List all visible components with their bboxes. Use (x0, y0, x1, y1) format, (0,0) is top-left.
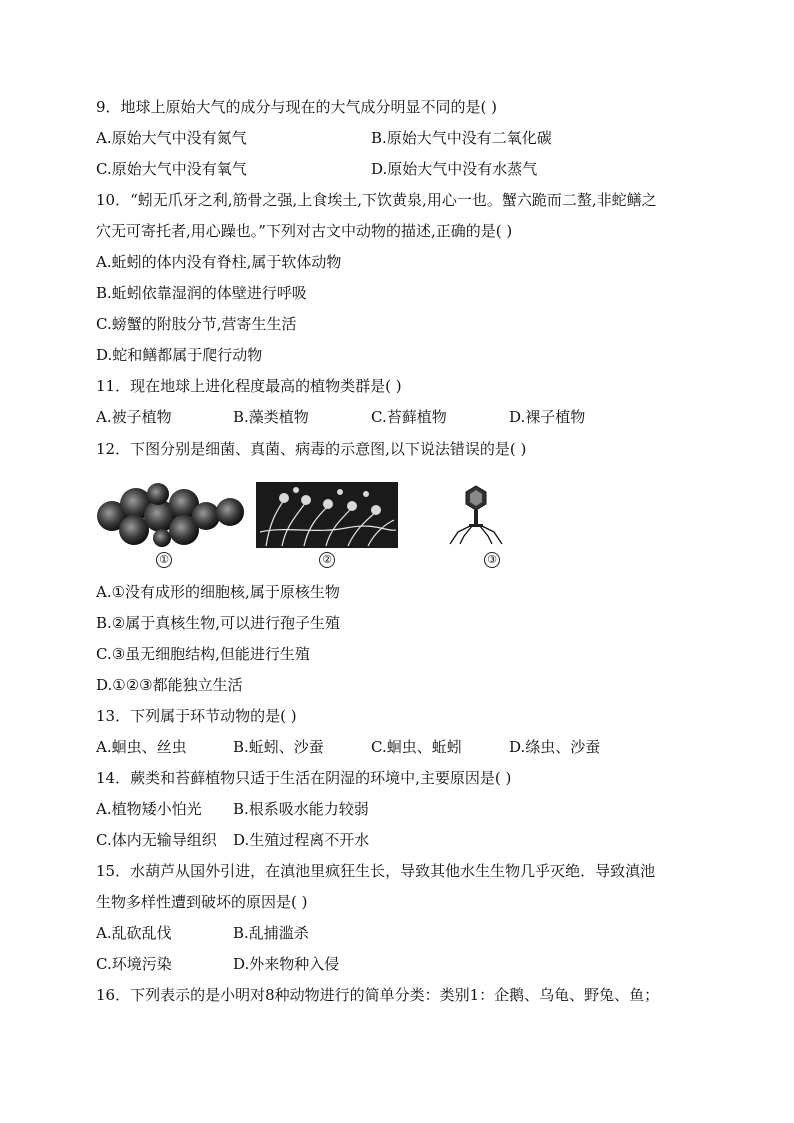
question-12-option-b: B.②属于真核生物,可以进行孢子生殖 (96, 614, 341, 632)
question-11-stem: 11．现在地球上进化程度最高的植物类群是( ) (96, 377, 402, 395)
question-13-option-d: D.绦虫、沙蚕 (509, 738, 601, 756)
bacteria-figure (96, 482, 246, 548)
question-10-stem-line-1: 10．“蚓无爪牙之利,筋骨之强,上食埃土,下饮黄泉,用心一也。蟹六跪而二螯,非蛇鳝之 (96, 191, 657, 209)
figure-label-1: ① (156, 552, 172, 568)
question-10-option-a: A.蚯蚓的体内没有脊柱,属于软体动物 (96, 253, 342, 271)
question-9-option-a: A.原始大气中没有氮气 (96, 129, 247, 147)
question-12-stem: 12．下图分别是细菌、真菌、病毒的示意图,以下说法错误的是( ) (96, 440, 527, 458)
virus-figure (444, 484, 508, 546)
question-13-option-b: B.蚯蚓、沙蚕 (233, 738, 324, 756)
question-15-option-b: B.乱捕滥杀 (233, 924, 309, 942)
question-12-option-c: C.③虽无细胞结构,但能进行生殖 (96, 645, 310, 663)
question-10-option-c: C.螃蟹的附肢分节,营寄生生活 (96, 315, 297, 333)
question-11-option-b: B.藻类植物 (233, 408, 309, 426)
question-9-stem: 9．地球上原始大气的成分与现在的大气成分明显不同的是( ) (96, 98, 498, 116)
question-15-option-d: D.外来物种入侵 (233, 955, 340, 973)
question-10-option-b: B.蚯蚓依靠湿润的体壁进行呼吸 (96, 284, 307, 302)
question-15-option-a: A.乱砍乱伐 (96, 924, 172, 942)
question-15-stem-line-1: 15．水葫芦从国外引进，在滇池里疯狂生长，导致其他水生生物几乎灭绝．导致滇池 (96, 862, 656, 880)
question-11-option-a: A.被子植物 (96, 408, 172, 426)
question-14-option-b: B.根系吸水能力较弱 (233, 800, 369, 818)
question-12-option-a: A.①没有成形的细胞核,属于原核生物 (96, 583, 340, 601)
question-14-option-a: A.植物矮小怕光 (96, 800, 202, 818)
question-13-option-c: C.蛔虫、蚯蚓 (371, 738, 462, 756)
question-14-stem: 14．蕨类和苔藓植物只适于生活在阴湿的环境中,主要原因是( ) (96, 769, 512, 787)
question-15-option-c: C.环境污染 (96, 955, 172, 973)
question-9-option-d: D.原始大气中没有水蒸气 (371, 160, 538, 178)
fungus-figure (256, 482, 398, 548)
figure-label-3: ③ (484, 552, 500, 568)
question-12-figures (96, 482, 546, 568)
question-13-stem: 13．下列属于环节动物的是( ) (96, 707, 297, 725)
question-9-option-c: C.原始大气中没有氧气 (96, 160, 247, 178)
question-11-option-c: C.苔藓植物 (371, 408, 447, 426)
question-13-option-a: A.蛔虫、丝虫 (96, 738, 187, 756)
question-9-option-b: B.原始大气中没有二氧化碳 (371, 129, 552, 147)
question-10-option-d: D.蛇和鳝都属于爬行动物 (96, 346, 263, 364)
question-16-stem: 16．下列表示的是小明对8种动物进行的简单分类：类别1：企鹅、乌龟、野兔、鱼； (96, 986, 660, 1004)
figure-label-2: ② (319, 552, 335, 568)
question-14-option-d: D.生殖过程离不开水 (233, 831, 370, 849)
question-10-stem-line-2: 穴无可寄托者,用心躁也。”下列对古文中动物的描述,正确的是( ) (96, 222, 513, 240)
question-12-option-d: D.①②③都能独立生活 (96, 676, 243, 694)
question-11-option-d: D.裸子植物 (509, 408, 586, 426)
question-15-stem-line-2: 生物多样性遭到破坏的原因是( ) (96, 893, 308, 911)
question-14-option-c: C.体内无输导组织 (96, 831, 217, 849)
